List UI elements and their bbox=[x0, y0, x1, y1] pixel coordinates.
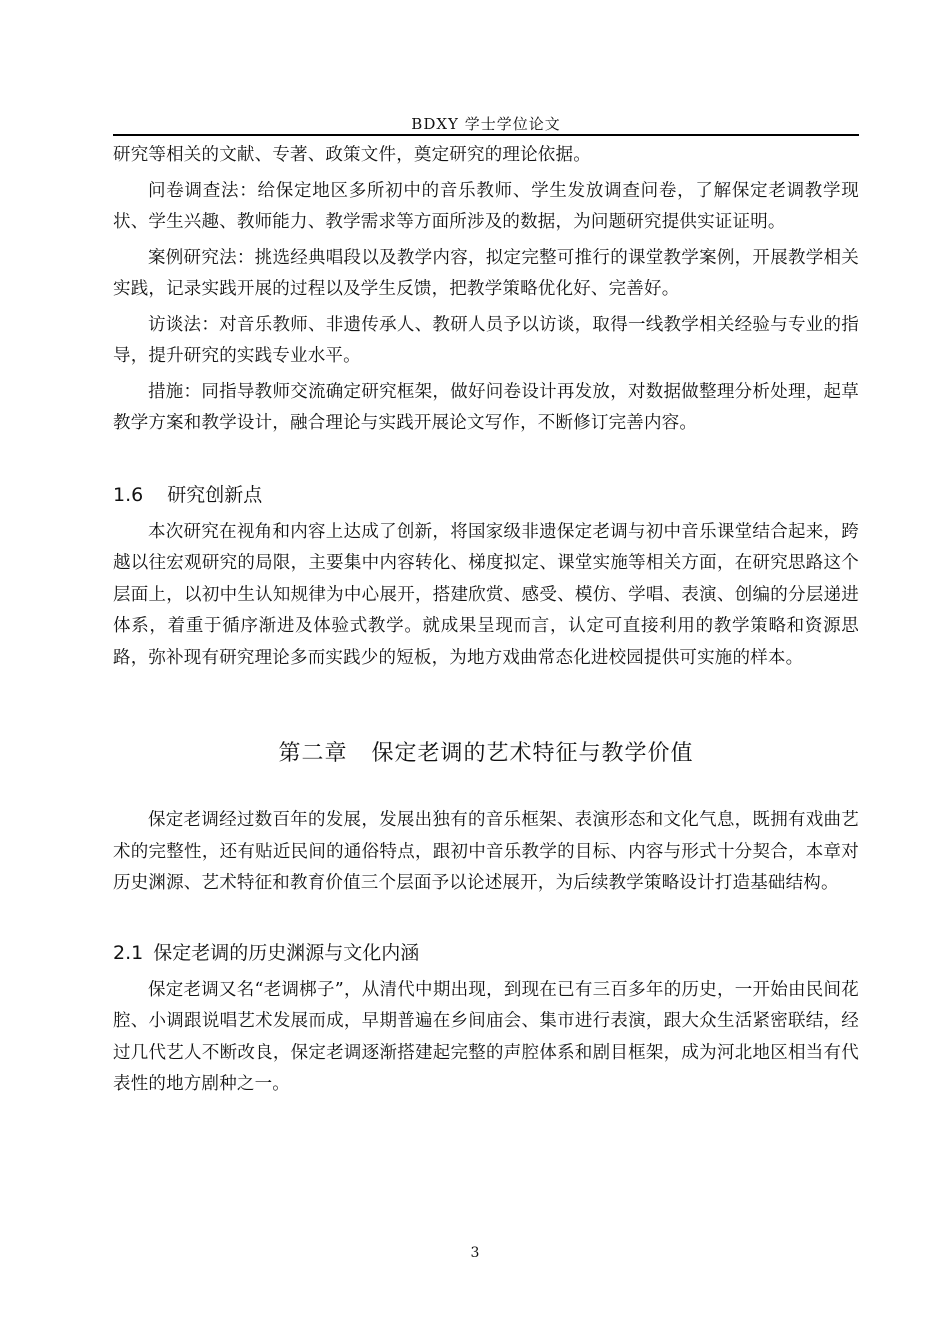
section-heading-1-6 bbox=[113, 480, 859, 507]
paragraph-innovation: 本次研究在视角和内容上达成了创新，将国家级非遗保定老调与初中音乐课堂结合起来，跨越以往宏观研究的局限，主要集中内容转化、梯度拟定、课堂实施等相关方面，在研究思路这个层面上，以初中生认知规律为中心展开，搭建欣赏、感受、模仿、学唱、表演、创编的分层递进体系，着重于循序渐进及体验式教学。就成果呈现而言，认定可直接利用的教学策略和资源思路，弥补现有研究理论多而实践少的短板，为地方戏曲常态化进校园提供可实施的样本。 bbox=[113, 521, 859, 668]
paragraph-chapter-intro: 保定老调经过数百年的发展，发展出独有的音乐框架、表演形态和文化气息，既拥有戏曲艺术的完整性，还有贴近民间的通俗特点，跟初中音乐教学的目标、内容与形式十分契合，本章对历史渊源、艺术特征和教育价值三个层面予以论述展开，为后续教学策略设计打造基础结构。 bbox=[113, 810, 859, 893]
section-number: 2.1 bbox=[113, 941, 144, 964]
section-title: 保定老调的历史渊源与文化内涵 bbox=[153, 941, 420, 964]
page-number: 3 bbox=[470, 1245, 480, 1261]
paragraph-continued: 研究等相关的文献、专著、政策文件，奠定研究的理论依据。 bbox=[113, 145, 591, 165]
running-header: BDXY 学士学位论文 bbox=[411, 115, 561, 133]
paragraph-questionnaire-method: 问卷调查法：给保定地区多所初中的音乐教师、学生发放调查问卷，了解保定老调教学现状、学生兴趣、教师能力、教学需求等方面所涉及的数据，为问题研究提供实证证明。 bbox=[113, 180, 859, 232]
chapter-title: 保定老调的艺术特征与教学价值 bbox=[371, 741, 694, 766]
page-body bbox=[113, 140, 859, 1101]
paragraph-case-study-method: 案例研究法：挑选经典唱段以及教学内容，拟定完整可推行的课堂教学案例，开展教学相关实践，记录实践开展的过程以及学生反馈，把教学策略优化好、完善好。 bbox=[113, 247, 859, 299]
chapter-label: 第二章 bbox=[278, 741, 348, 766]
section-number: 1.6 bbox=[113, 483, 144, 506]
paragraph-measures: 措施：同指导教师交流确定研究框架，做好问卷设计再发放，对数据做整理分析处理，起草教学方案和教学设计，融合理论与实践开展论文写作，不断修订完善内容。 bbox=[113, 381, 859, 433]
header-rule bbox=[113, 134, 859, 136]
paragraph-interview-method: 访谈法：对音乐教师、非遗传承人、教研人员予以访谈，取得一线教学相关经验与专业的指导，提升研究的实践专业水平。 bbox=[113, 314, 859, 366]
paragraph-history: 保定老调又名“老调梆子”，从清代中期出现，到现在已有三百多年的历史，一开始由民间花腔、小调跟说唱艺术发展而成，早期普遍在乡间庙会、集市进行表演，跟大众生活紧密联结，经过几代艺人不断改良，保定老调逐渐搭建起完整的声腔体系和剧目框架，成为河北地区相当有代表性的地方剧种之一。 bbox=[113, 979, 859, 1094]
section-title: 研究创新点 bbox=[167, 483, 263, 506]
chapter-heading bbox=[113, 736, 859, 767]
section-heading-2-1 bbox=[113, 938, 859, 965]
